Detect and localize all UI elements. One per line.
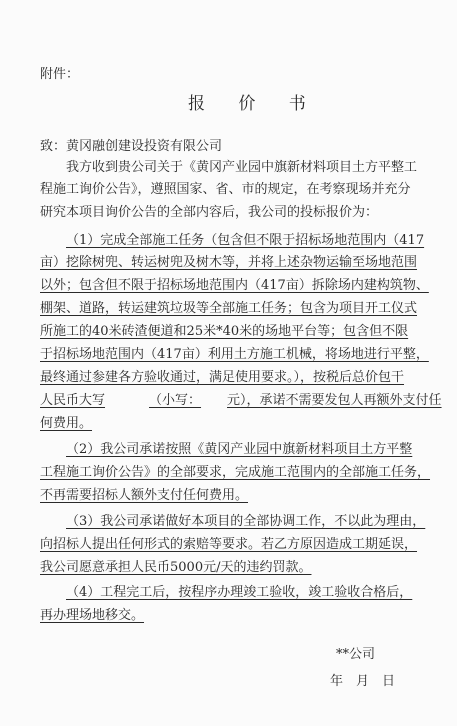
item3-line: 向招标人提出任何形式的索赔等要求。若乙方原因造成工期延误， xyxy=(40,537,418,552)
addressee: 致：黄冈融创建设投资有限公司 xyxy=(40,139,223,154)
amount-words-label: 人民币大写 xyxy=(40,393,106,408)
item3-line: （3）我公司承诺做好本项目的全部协调工作，不以此为理由， xyxy=(66,514,426,529)
item4-line: （4）工程完工后，按程序办理竣工验收，竣工验收合格后， xyxy=(66,585,413,600)
item1-line: 最终通过参建各方验收通过，满足使用要求。），按税后总价包干 xyxy=(40,370,405,385)
item1-line: （1）完成全部施工任务（包含但不限于招标场地范围内（417 xyxy=(66,233,425,248)
signature-company: **公司 xyxy=(336,647,376,662)
item2-line: （2）我公司承诺按照《黄冈产业园中旗新材料项目土方平整 xyxy=(66,442,413,457)
amount-figures-blank xyxy=(201,393,227,409)
intro-line: 程施工询价公告》，遵照国家、省、市的规定，在考察现场并充分 xyxy=(40,182,411,197)
item2-line: 工程施工询价公告》的全部要求，完成施工范围内的全部施工任务， xyxy=(40,465,431,480)
amount-figures-label: （小写： xyxy=(149,393,202,408)
item2-line: 不再需要招标人额外支付任何费用。 xyxy=(40,488,249,503)
item3-line: 我公司愿意承担人民币5000元/天的违约罚款。 xyxy=(40,560,312,575)
item1-line: 何费用。 xyxy=(40,416,93,431)
amount-words-blank xyxy=(105,393,149,409)
item1-line: 亩）挖除树兜、转运树兜及树木等，并将上述杂物运输至场地范围 xyxy=(40,255,418,270)
signature-date: 年 月 日 xyxy=(330,674,396,689)
amount-line xyxy=(40,393,442,409)
intro-line: 我方收到贵公司关于《黄冈产业园中旗新材料项目土方平整工 xyxy=(66,160,418,175)
item1-line: 于招标场地范围内（417亩）利用土方施工机械，将场地进行平整， xyxy=(40,347,429,362)
attachment-label: 附件： xyxy=(40,67,80,82)
document-title: 报 价 书 xyxy=(188,94,320,114)
amount-tail: 元），承诺不需要发包人再额外支付任 xyxy=(227,393,442,408)
item1-line: 棚架、道路，转运建筑垃圾等全部施工任务；包含为项目开工仪式 xyxy=(40,301,418,316)
item1-line: 所施工的40米砖渣便道和25米*40米的场地平台等；包含但不限 xyxy=(40,324,409,339)
intro-line: 研究本项目询价公告的全部内容后，我公司的投标报价为： xyxy=(40,205,379,220)
item1-line: 以外；包含但不限于招标场地范围内（417亩）拆除场内建构筑物、 xyxy=(40,278,429,293)
item4-line: 再办理场地移交。 xyxy=(40,608,145,623)
